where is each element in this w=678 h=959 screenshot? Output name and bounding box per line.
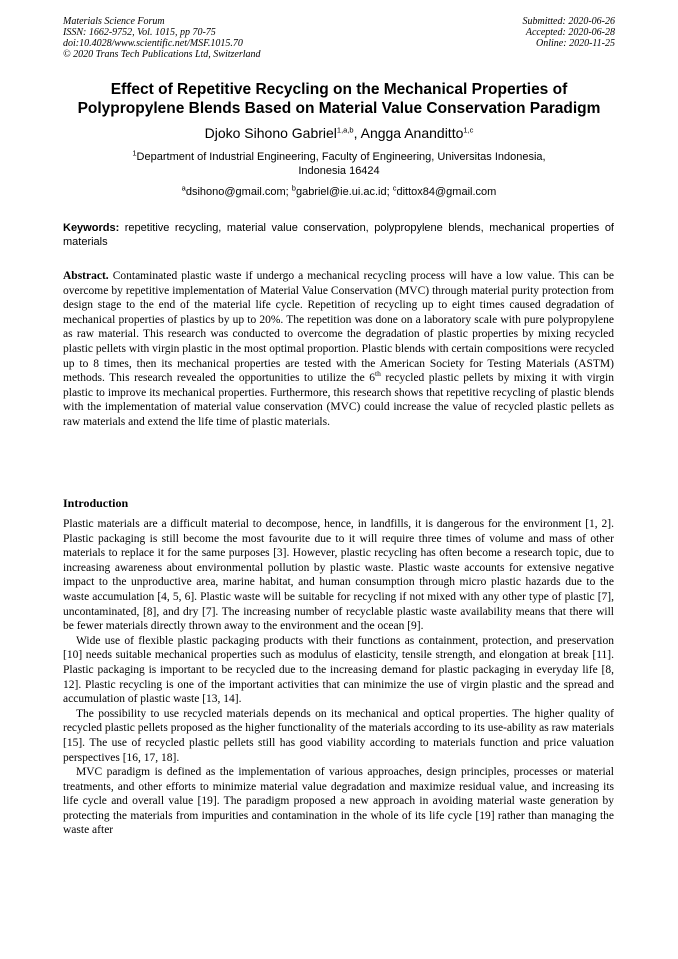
paper-title-line1: Effect of Repetitive Recycling on the Mechanical Properties of — [110, 81, 568, 98]
email-link[interactable]: dsihono@gmail.com; — [185, 186, 292, 198]
email-link[interactable]: dittox84@gmail.com — [396, 186, 497, 198]
paper-title — [40, 80, 638, 118]
body-paragraph: Wide use of flexible plastic packaging products with their functions as containment, protection, and preservation [10] needs suitable mechanical properties such as modulus of elasticity, tensile strength, and elongation at break [11]. Plastic packaging is important to be recycled due to the increasing demand for plastic packaging in everyday life [8, 12]. Plastic recycling is one of the important activities that can minimize the use of virgin plastic and the spread and accumulation of plastic waste [13, 14]. — [63, 634, 614, 706]
journal-copyright: © 2020 Trans Tech Publications Ltd, Switzerland — [63, 49, 261, 60]
introduction-body — [63, 517, 614, 838]
journal-header-left — [63, 16, 261, 60]
author-name: Djoko Sihono Gabriel — [204, 125, 337, 141]
abstract-text-part2: recycled plastic pellets by mixing it with virgin plastic to improve its mechanical properties. Furthermore, this research shows that repetitive recycling of plastic blends with the implementation of material value conservation (MVC) could increase the value of recycled plastic pellets as raw materials and extend the life time of plastic materials. — [63, 372, 614, 428]
keywords — [63, 221, 614, 249]
journal-issn: ISSN: 1662-9752, Vol. 1015, pp 70-75 — [63, 27, 216, 38]
keywords-text: repetitive recycling, material value conservation, polypropylene blends, mechanical properties of materials — [63, 222, 614, 248]
email-superscript: c — [392, 183, 397, 193]
author-superscript: 1,c — [463, 125, 474, 135]
affiliation-line2: Indonesia 16424 — [298, 165, 380, 177]
abstract-text-part1: Contaminated plastic waste if undergo a mechanical recycling process will have a low value. This can be overcome by repetitive implementation of Material Value Conservation (MVC) through material purity protection from design stage to the end of the material life cycle. Repetition of recycling up to eight times caused degradation of mechanical properties of plastics by up to 20%. The repetition was done on a laboratory scale with pure polypropylene as raw material. This research was conducted to overcome the degradation of plastic properties by mixing recycled plastic pellets with virgin plastic in the most optimal proportion. Plastic blends with certain compositions were recycled up to 8 times, then its mechanical properties are tested with the American Society for Testing Materials (ASTM) methods. This research revealed the opportunities to utilize the 6 — [63, 270, 614, 385]
email-superscript: a — [181, 183, 186, 193]
keywords-label: Keywords: — [63, 222, 120, 234]
body-paragraph: MVC paradigm is defined as the implementation of various approaches, design principles, processes or material treatments, and other efforts to minimize material value degradation and maximize residual value, and increasing its life cycle and overall value [19]. The paradigm proposed a new approach in avoiding material waste generation by protecting the materials from impurities and contamination in the whole of its life cycle [19] rather than managing the waste after — [63, 766, 614, 837]
abstract-label: Abstract. — [63, 270, 109, 282]
abstract — [63, 269, 614, 430]
author-superscript: 1,a,b — [336, 125, 354, 135]
accepted-date: Accepted: 2020-06-28 — [525, 27, 615, 38]
affiliation — [80, 150, 598, 178]
journal-name: Materials Science Forum — [63, 16, 165, 27]
body-paragraph: The possibility to use recycled materials depends on its mechanical and optical properties. The higher quality of recycled plastic pellets proposed as the higher functionality of the materials according to its use-ability as raw materials [15]. The use of recycled plastic pellets still has good viability according to materials function and price valuation perspectives [16, 17, 18]. — [63, 707, 614, 764]
author-list — [40, 124, 638, 142]
section-heading-introduction: Introduction — [63, 496, 129, 510]
email-superscript: b — [291, 183, 296, 193]
affiliation-line1: Department of Industrial Engineering, Faculty of Engineering, Universitas Indonesia, — [136, 151, 546, 163]
submitted-date: Submitted: 2020-06-26 — [522, 16, 615, 27]
email-link[interactable]: gabriel@ie.ui.ac.id; — [295, 186, 393, 198]
abstract-superscript: th — [375, 369, 381, 379]
body-paragraph: Plastic materials are a difficult material to decompose, hence, in landfills, it is dangerous for the environment [1, 2]. Plastic packaging is still become the most favourite due to it will require three times of volume and mass of other materials to replace it for the same purposes [3]. However, plastic recycling has often become a research topic, due to increasing awareness about environmental pollution by plastic waste. Plastic waste accounts for extensive negative impact to the unproductive area, marine habitat, and human consumption through micro plastic hazards due to the waste accumulation [4, 5, 6]. Plastic waste will be suitable for recycling if not mixed with any other type of plastic [7], uncontaminated, [8], and dry [7]. The increasing number of recyclable plastic waste availability means that there will be fewer materials directly thrown away to the environment and the ocean [9]. — [63, 518, 614, 633]
online-date: Online: 2020-11-25 — [536, 38, 615, 49]
author-name: Angga Ananditto — [360, 125, 464, 141]
journal-header-right — [523, 16, 616, 49]
affiliation-superscript: 1 — [132, 148, 137, 158]
journal-doi[interactable]: doi:10.4028/www.scientific.net/MSF.1015.70 — [63, 38, 243, 49]
author-separator: , — [353, 125, 361, 141]
author-emails — [40, 185, 638, 199]
paper-title-line2: Polypropylene Blends Based on Material Value Conservation Paradigm — [77, 100, 601, 117]
